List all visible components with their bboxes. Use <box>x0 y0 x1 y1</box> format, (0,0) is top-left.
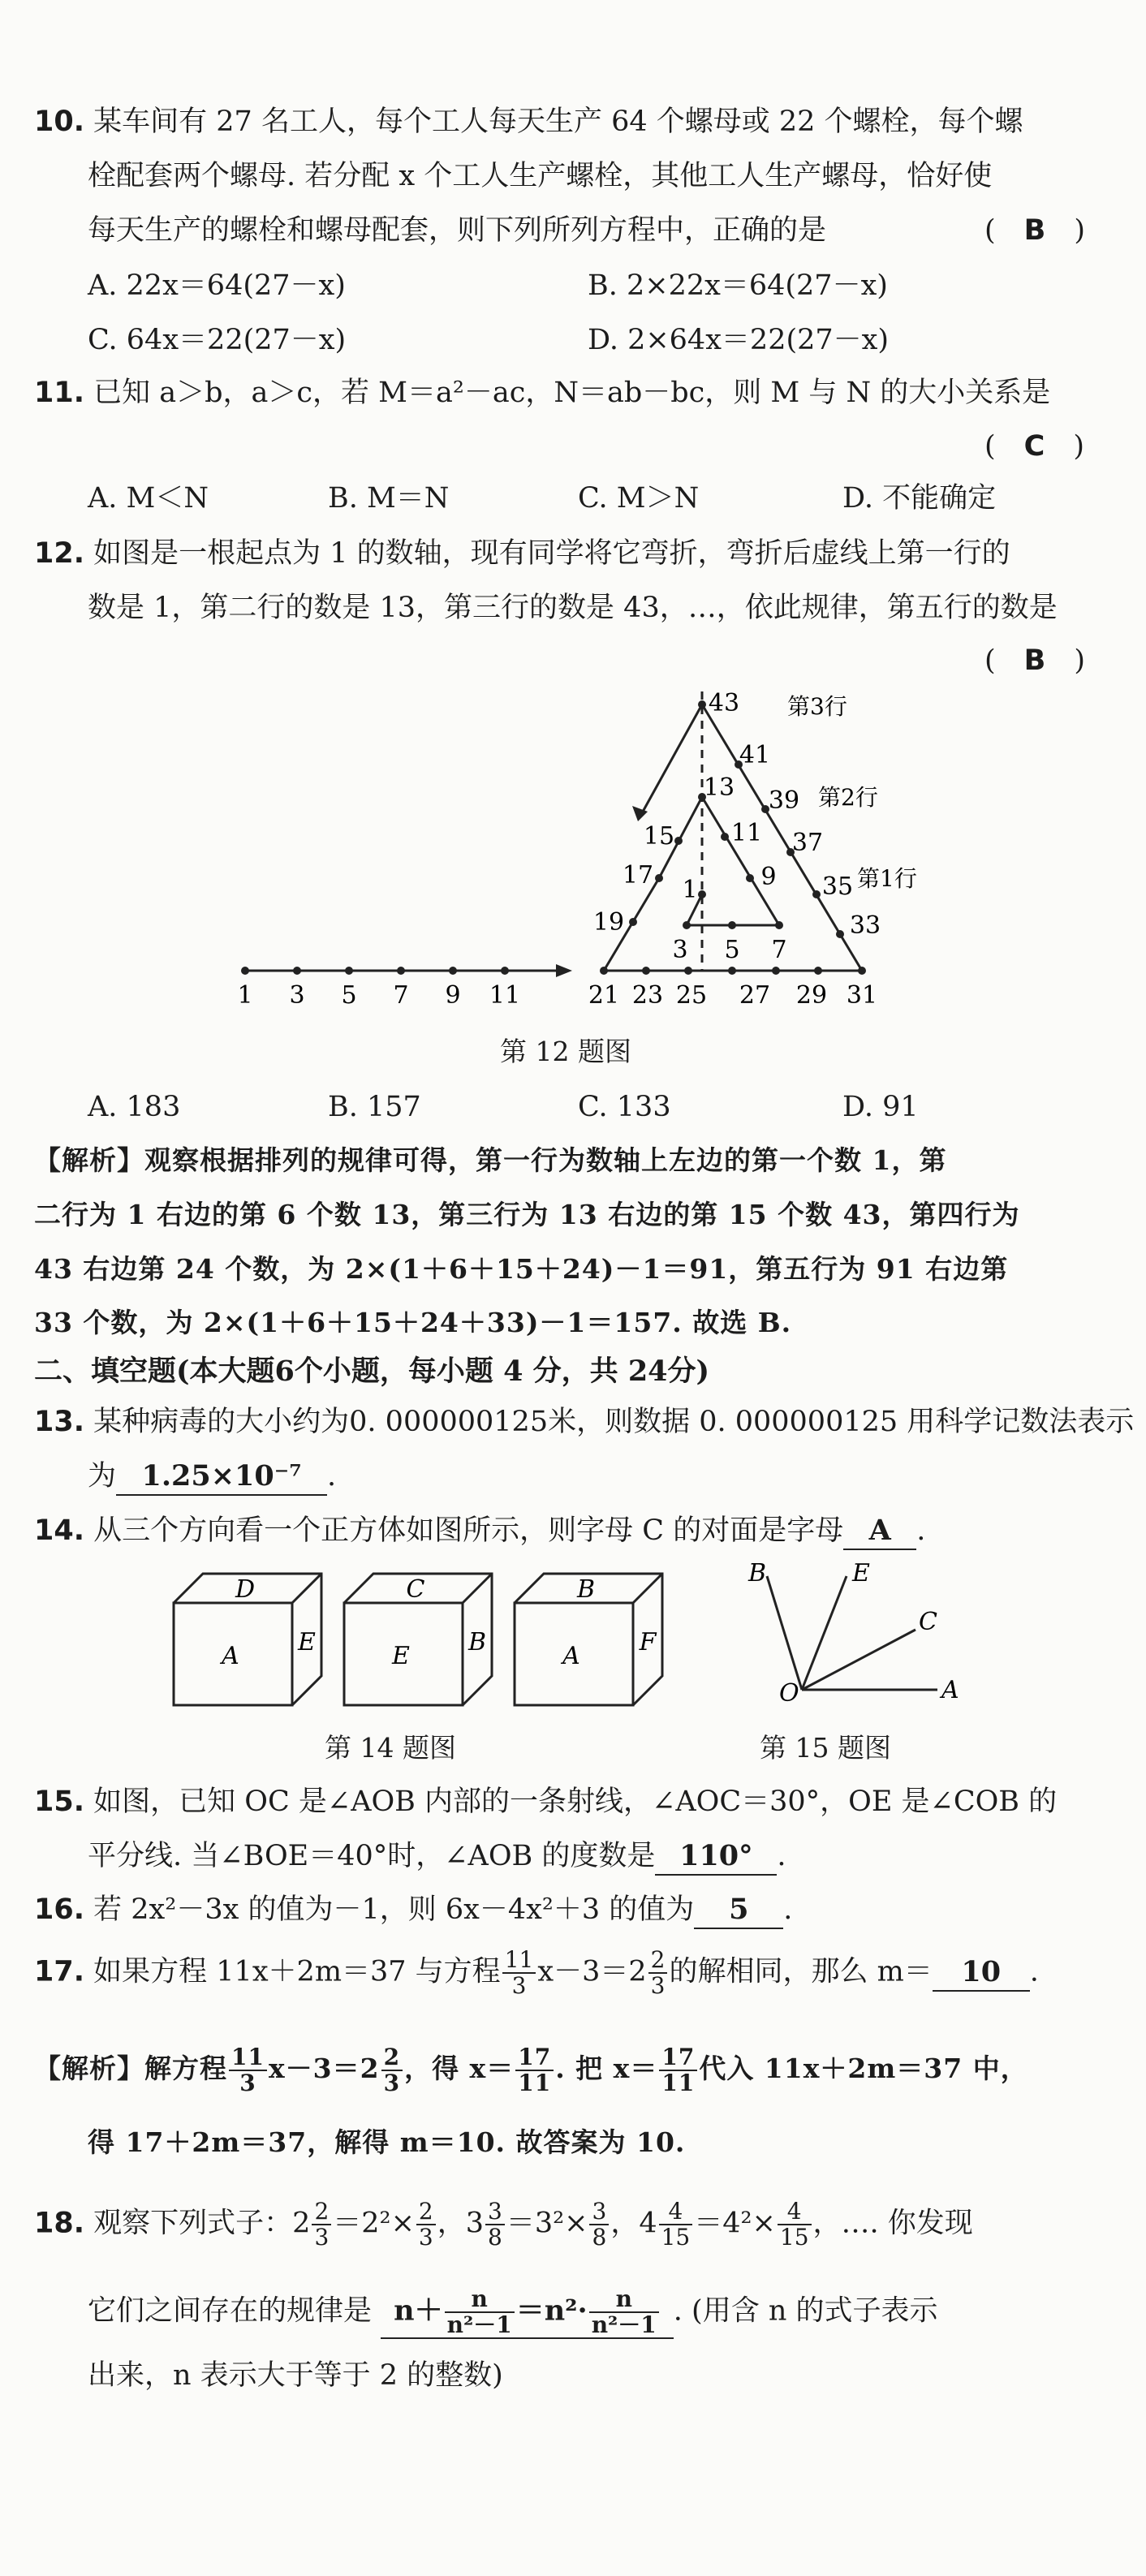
q16-text: 若 2x²－3x 的值为－1，则 6x－4x²＋3 的值为 <box>93 1893 695 1926</box>
q17-number: 17. <box>34 1955 85 1988</box>
middle-triangle <box>659 797 779 925</box>
q17-afrac-4: $\frac{17}{11}$ <box>659 2045 697 2096</box>
row-label-1: 第1行 <box>857 865 917 892</box>
inner-label-3: 3 <box>672 936 688 964</box>
tri-label-21: 21 <box>588 981 620 1010</box>
q11-line1 <box>34 375 1050 411</box>
q17-text-3: 的解相同，那么 m＝ <box>669 1955 933 1988</box>
q14-figure <box>162 1562 698 1717</box>
q17-text-1: 如果方程 11x＋2m＝37 与方程 <box>93 1955 501 1988</box>
q17-analysis-2: 得 17＋2m＝37，解得 m＝10. 故答案为 10. <box>88 2126 686 2158</box>
label-17: 17 <box>622 861 654 890</box>
q18-text-5: ，4 <box>610 2207 657 2240</box>
cube1-top: D <box>235 1575 256 1604</box>
axis-label-1: 1 <box>237 981 253 1010</box>
cube2-top: C <box>406 1575 425 1604</box>
q11-number: 11. <box>34 377 85 409</box>
q17-analysis-a3: ，得 x＝ <box>404 2053 515 2084</box>
axis-label-9: 9 <box>445 981 461 1010</box>
inner-label-5: 5 <box>724 936 740 964</box>
label-43: 43 <box>708 689 740 717</box>
q17-afrac-2: $\frac{2}{3}$ <box>381 2045 403 2096</box>
q15-figure <box>730 1558 974 1712</box>
q12-answer: B <box>1023 644 1046 677</box>
q17-afrac-1: $\frac{11}{3}$ <box>229 2045 267 2096</box>
q18-text-2: ＝2²× <box>333 2207 415 2240</box>
q13-prefix: 为 <box>88 1460 117 1493</box>
q12-option-c: C. 133 <box>578 1091 671 1123</box>
q15-label-B: B <box>748 1559 767 1587</box>
q10-option-b: B. 2×22x＝64(27－x) <box>588 269 888 302</box>
q15-answer: 110° <box>655 1838 777 1876</box>
q10-option-d: D. 2×64x＝22(27－x) <box>588 324 890 356</box>
axis-label-11: 11 <box>489 981 521 1010</box>
q10-text-3: 每天生产的螺栓和螺母配套，则下列所列方程中，正确的是 <box>88 214 827 247</box>
q11-option-a: A. M＜N <box>88 482 209 515</box>
q17-suffix: . <box>1029 1955 1039 1988</box>
q18-number: 18. <box>34 2207 85 2240</box>
q18-frac-3: $\frac{3}{8}$ <box>485 2199 505 2250</box>
q10-option-c: C. 64x＝22(27－x) <box>88 324 347 356</box>
q15-prefix: 平分线. 当∠BOE＝40°时，∠AOB 的度数是 <box>88 1840 656 1872</box>
q16-answer: 5 <box>694 1892 783 1929</box>
q10-text-2: 栓配套两个螺母. 若分配 x 个工人生产螺栓，其他工人生产螺母，恰好使 <box>88 160 993 192</box>
q11-text-1: 已知 a＞b，a＞c，若 M＝a²－ac，N＝ab－bc，则 M 与 N 的大小关系是 <box>93 377 1051 409</box>
q18-ans-frac-1: $\frac{n}{\text{n²－1}}$ <box>445 2287 515 2337</box>
q17-analysis-a1: 【解析】解方程 <box>34 2053 227 2084</box>
q15-label-O: O <box>779 1679 799 1708</box>
q12-analysis-3: 43 右边第 24 个数，为 2×(1＋6＋15＋24)－1＝91，第五行为 91 右边第 <box>34 1253 1009 1285</box>
q14-number: 14. <box>34 1514 85 1547</box>
q12-option-d: D. 91 <box>842 1091 919 1123</box>
q11-option-c: C. M＞N <box>578 482 700 515</box>
row-label-2: 第2行 <box>818 784 878 811</box>
q14-suffix: . <box>916 1514 926 1547</box>
q10-number: 10. <box>34 106 85 138</box>
inner-label-7: 7 <box>771 936 787 964</box>
label-19: 19 <box>592 908 625 937</box>
q18-suffix: . (用含 n 的式子表示 <box>673 2294 938 2328</box>
label-11: 11 <box>730 819 763 847</box>
q10-answer: B <box>1023 214 1046 247</box>
q11-answer-paren: ( C ) <box>984 430 1084 463</box>
section-2-title: 二、填空题(本大题6个小题，每小题 4 分，共 24分) <box>34 1355 710 1388</box>
q10-text-1: 某车间有 27 名工人，每个工人每天生产 64 个螺母或 22 个螺栓，每个螺 <box>93 106 1023 138</box>
q11-option-b: B. M＝N <box>328 482 450 515</box>
q18-text-3: ，3 <box>437 2207 485 2240</box>
q17-analysis-a5: 代入 11x＋2m＝37 中， <box>699 2053 1028 2084</box>
q17-analysis-a4: . 把 x＝ <box>555 2053 658 2084</box>
cube3-top: B <box>576 1575 596 1604</box>
q16-number: 16. <box>34 1893 85 1926</box>
q12-analysis-2: 二行为 1 右边的第 6 个数 13，第三行为 13 右边的第 15 个数 43，第四行为 <box>34 1199 1020 1230</box>
q12-figure <box>227 689 917 1014</box>
tri-label-25: 25 <box>675 981 708 1010</box>
q12-text-1: 如图是一根起点为 1 的数轴，现有同学将它弯折，弯折后虚线上第一行的 <box>93 537 1010 570</box>
row-label-3: 第3行 <box>787 693 847 720</box>
q14-line1 <box>34 1513 925 1550</box>
q18-text-7: ，…. 你发现 <box>812 2207 973 2240</box>
cube3-side: F <box>639 1628 657 1656</box>
q12-analysis-4: 33 个数，为 2×(1＋6＋15＋24＋33)－1＝157. 故选 B. <box>34 1307 792 1338</box>
q18-answer: n＋ $\frac{n}{\text{n²－1}}$ ＝n²· $\frac{n}{\text{n²－1}}$ <box>381 2287 674 2339</box>
axis-label-3: 3 <box>289 981 305 1010</box>
q18-text-4: ＝3²× <box>506 2207 588 2240</box>
q15-suffix: . <box>777 1840 786 1872</box>
label-35: 35 <box>821 872 854 901</box>
q18-frac-1: $\frac{2}{3}$ <box>312 2199 331 2250</box>
number-axis-arrow <box>556 964 572 977</box>
label-15: 15 <box>643 822 675 851</box>
q14-answer: A <box>843 1513 916 1550</box>
q12-number: 12. <box>34 537 85 570</box>
q10-line1 <box>34 104 1023 140</box>
q18-ans-frac-2: $\frac{n}{\text{n²－1}}$ <box>589 2287 659 2337</box>
q14-text-1: 从三个方向看一个正方体如图所示，则字母 C 的对面是字母 <box>93 1514 844 1547</box>
axis-label-7: 7 <box>393 981 409 1010</box>
q18-line1 <box>34 2199 973 2250</box>
q14-figure-caption: 第 14 题图 <box>325 1732 456 1764</box>
tri-label-31: 31 <box>846 981 878 1010</box>
cube1-front: A <box>222 1642 239 1670</box>
label-33: 33 <box>849 911 881 940</box>
q15-figure-caption: 第 15 题图 <box>760 1732 891 1764</box>
label-37: 37 <box>791 829 824 857</box>
q15-number: 15. <box>34 1786 85 1818</box>
q18-frac-5: $\frac{4}{15}$ <box>659 2199 693 2250</box>
q16-suffix: . <box>783 1893 793 1926</box>
q10-option-a: A. 22x＝64(27－x) <box>88 269 346 302</box>
tri-label-23: 23 <box>631 981 664 1010</box>
q12-line1 <box>34 536 1010 571</box>
tri-label-27: 27 <box>739 981 771 1010</box>
q18-frac-6: $\frac{4}{15}$ <box>778 2199 812 2250</box>
q13-line2 <box>88 1458 336 1496</box>
q17-frac-2-3: $\frac{2}{3}$ <box>648 1948 668 1998</box>
q18-text-6: ＝4²× <box>694 2207 776 2240</box>
cube2-side: B <box>467 1628 487 1656</box>
axis-label-5: 5 <box>341 981 357 1010</box>
q12-option-b: B. 157 <box>328 1091 421 1123</box>
q12-option-a: A. 183 <box>88 1091 181 1123</box>
q17-line1 <box>34 1948 1039 1998</box>
cube1-side: E <box>298 1628 316 1656</box>
q12-answer-paren: ( B ) <box>984 644 1085 677</box>
q17-analysis-1 <box>34 2045 1028 2096</box>
label-13: 13 <box>703 773 735 802</box>
q13-text-1: 某种病毒的大小约为0. 000000125米，则数据 0. 000000125 用科学记数法表示 <box>93 1406 1135 1438</box>
q18-frac-4: $\frac{3}{8}$ <box>589 2199 609 2250</box>
q15-line2 <box>88 1838 786 1876</box>
q11-option-d: D. 不能确定 <box>842 482 997 515</box>
q12-text-2: 数是 1，第二行的数是 13，第三行的数是 43，…，依此规律，第五行的数是 <box>88 592 1058 624</box>
label-39: 39 <box>768 786 800 815</box>
q13-number: 13. <box>34 1406 85 1438</box>
q18-frac-2: $\frac{2}{3}$ <box>416 2199 436 2250</box>
q15-rays <box>767 1576 937 1690</box>
q13-answer: 1.25×10⁻⁷ <box>116 1458 327 1496</box>
q15-label-A: A <box>941 1676 959 1704</box>
q17-frac-11-3: $\frac{11}{3}$ <box>502 1948 536 1998</box>
label-1: 1 <box>682 876 698 904</box>
q10-answer-paren: ( B ) <box>984 214 1085 247</box>
q18-line2 <box>88 2287 938 2339</box>
q11-answer: C <box>1023 430 1045 463</box>
q12-analysis-1: 【解析】观察根据排列的规律可得，第一行为数轴上左边的第一个数 1，第 <box>34 1144 947 1176</box>
q16-line1 <box>34 1892 792 1929</box>
q17-text-2: x－3＝2 <box>537 1955 647 1988</box>
q15-label-E: E <box>852 1559 870 1587</box>
cube3-front: A <box>562 1642 580 1670</box>
tri-label-29: 29 <box>795 981 828 1010</box>
q15-text-1: 如图，已知 OC 是∠AOB 内部的一条射线，∠AOC＝30°，OE 是∠COB 的 <box>93 1786 1058 1818</box>
q17-answer: 10 <box>933 1954 1030 1992</box>
q18-line3: 出来，n 表示大于等于 2 的整数) <box>88 2359 503 2392</box>
label-41: 41 <box>739 741 771 769</box>
q15-line1 <box>34 1784 1057 1820</box>
label-9: 9 <box>760 863 777 891</box>
q15-label-C: C <box>919 1608 937 1636</box>
q18-text-1: 观察下列式子：2 <box>93 2207 311 2240</box>
q13-line1 <box>34 1404 1134 1440</box>
q12-figure-caption: 第 12 题图 <box>500 1036 631 1067</box>
q18-prefix: 它们之间存在的规律是 <box>88 2294 373 2328</box>
cube2-front: E <box>392 1642 410 1670</box>
q17-afrac-3: $\frac{17}{11}$ <box>515 2045 554 2096</box>
q17-analysis-a2: x－3＝2 <box>268 2053 380 2084</box>
q13-suffix: . <box>327 1460 337 1493</box>
